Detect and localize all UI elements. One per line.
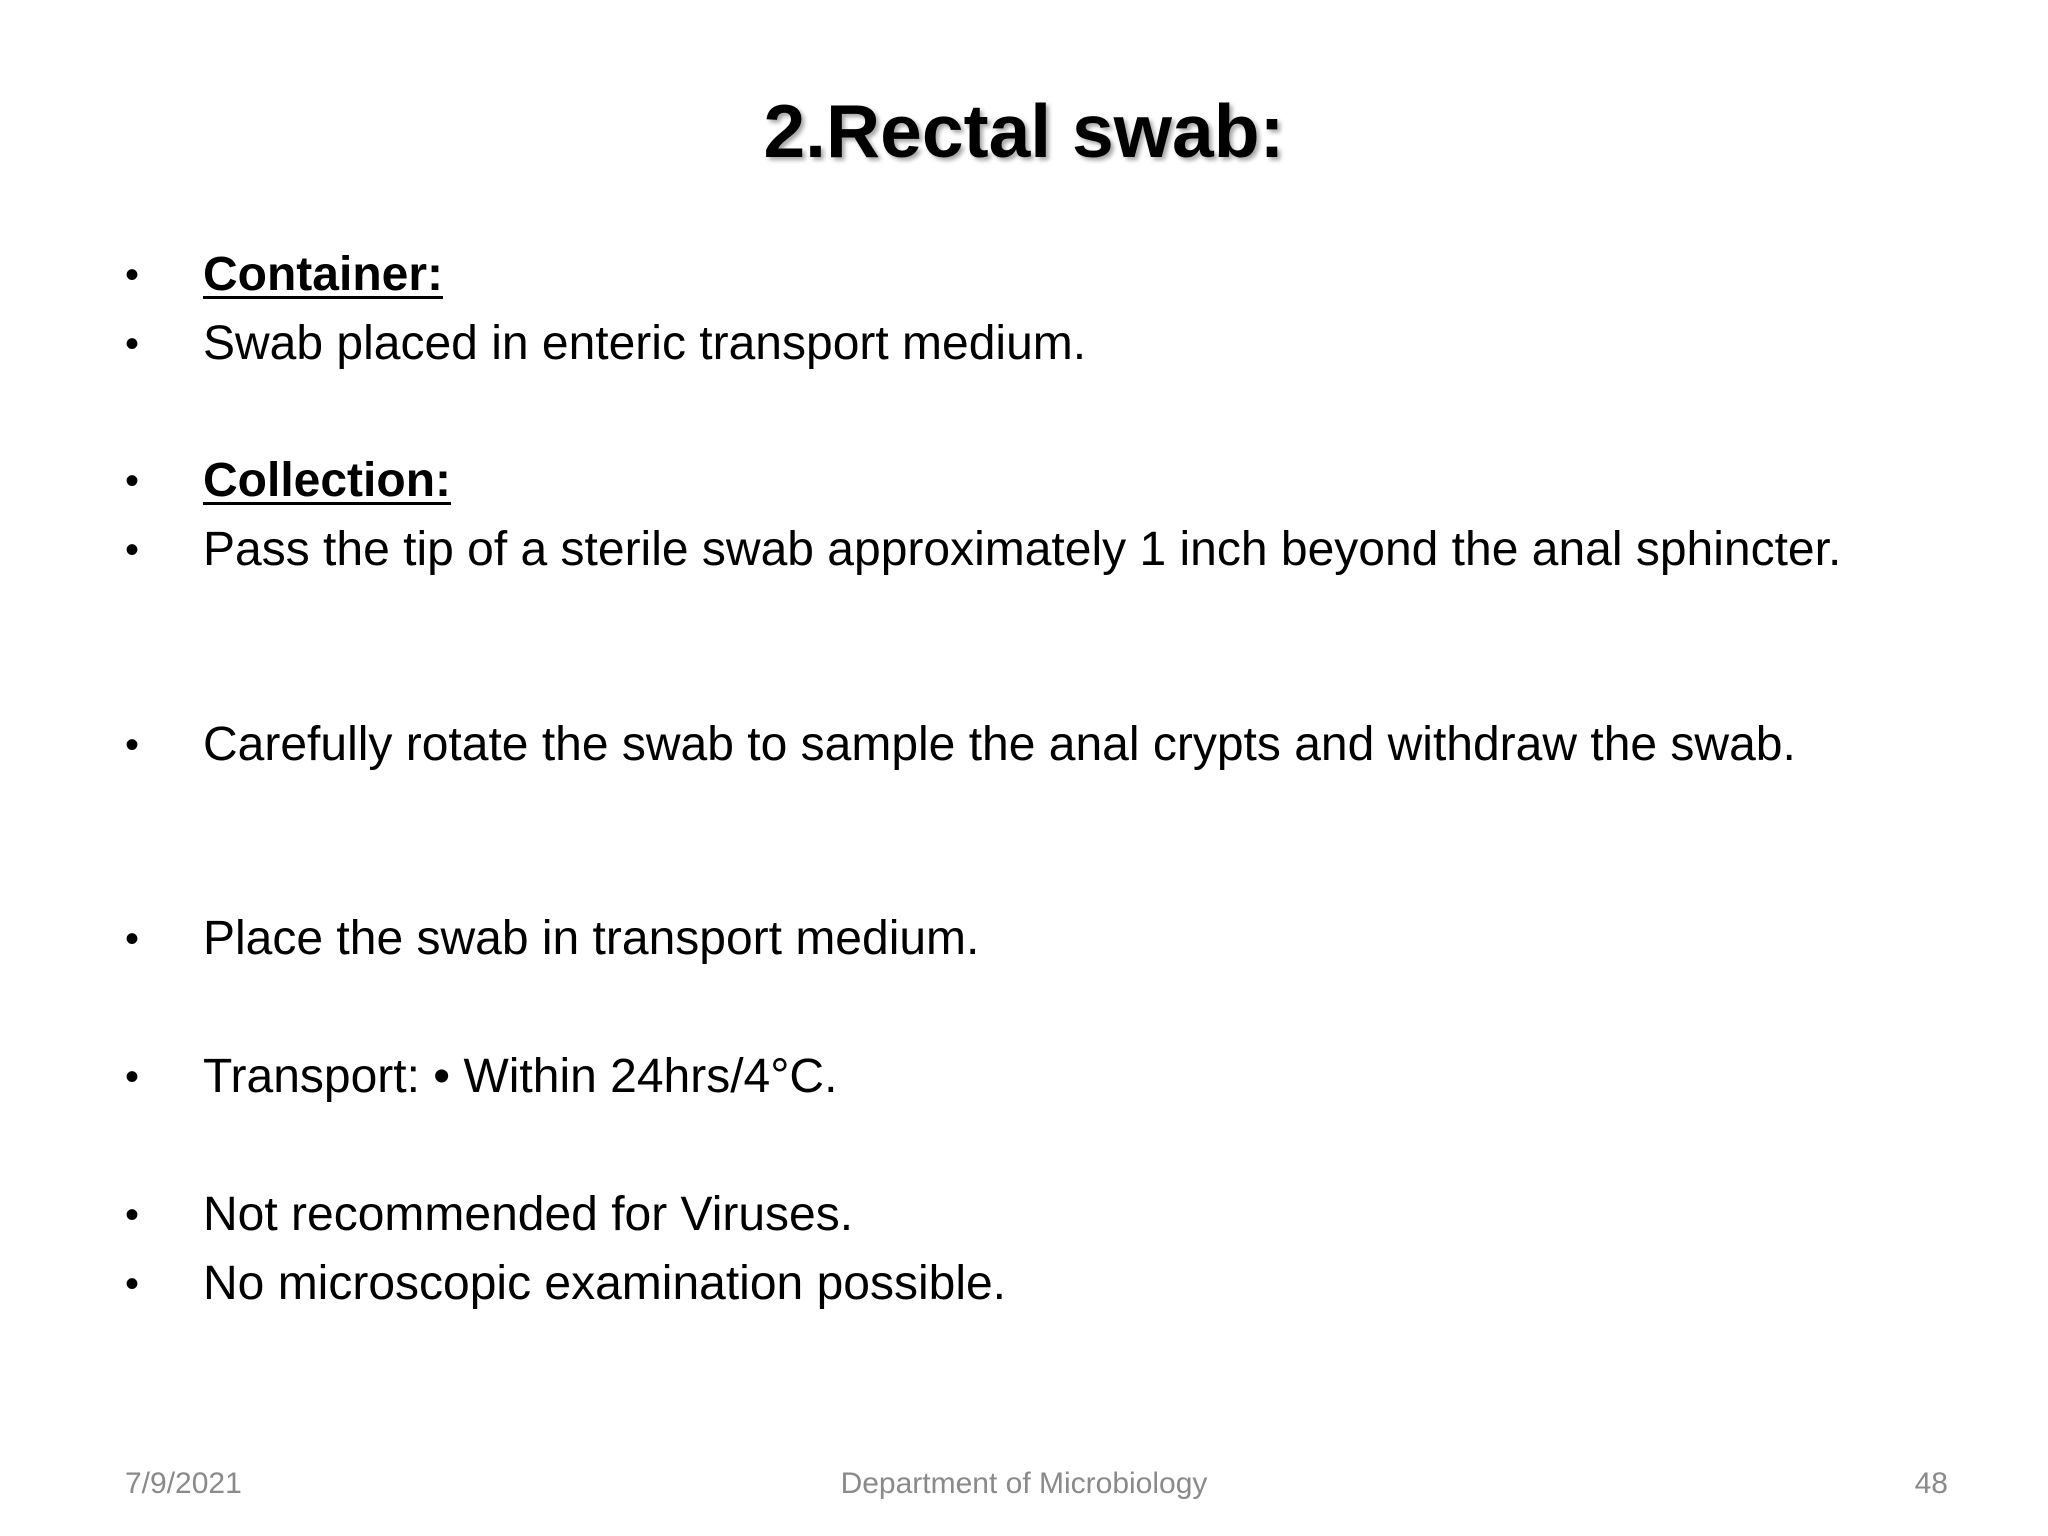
bullet-item [125, 1187, 1915, 1243]
bullet-text: Not recommended for Viruses. [203, 1188, 854, 1241]
bullet-dot: • [125, 322, 140, 366]
bullet-text: Transport: • Within 24hrs/4°C. [203, 1050, 838, 1103]
slide-title: 2.Rectal swab: [763, 89, 1285, 173]
bullet-dot: • [125, 253, 140, 297]
bullet-dot: • [125, 917, 140, 961]
bullet-dot: • [125, 1262, 140, 1306]
bullet-item [125, 717, 1915, 773]
section-heading-collection: Collection: [203, 454, 451, 507]
bullet-item-container-heading [125, 247, 1915, 303]
footer-department: Department of Microbiology [840, 1467, 1208, 1500]
bullet-text: Carefully rotate the swab to sample the anal crypts and withdraw the swab. [203, 718, 1796, 771]
footer-date: 7/9/2021 [125, 1467, 242, 1500]
bullet-text: Place the swab in transport medium. [203, 912, 980, 965]
bullet-text: Pass the tip of a sterile swab approximately 1 inch beyond the anal sphincter. [203, 523, 1842, 576]
bullet-dot: • [125, 528, 140, 572]
bullet-text: Swab placed in enteric transport medium. [203, 317, 1087, 370]
section-heading-container: Container: [203, 248, 443, 301]
bullet-item-collection-heading [125, 453, 1915, 509]
bullet-item [125, 1256, 1915, 1312]
bullet-dot: • [125, 1193, 140, 1237]
bullet-dot: • [125, 723, 140, 767]
bullet-item [125, 911, 1915, 967]
bullet-dot: • [125, 1055, 140, 1099]
bullet-text: No microscopic examination possible. [203, 1257, 1007, 1310]
footer-page-number: 48 [1914, 1467, 1948, 1500]
bullet-item [125, 522, 1915, 578]
bullet-item [125, 1049, 1915, 1105]
bullet-dot: • [125, 459, 140, 503]
bullet-item [125, 316, 1915, 372]
